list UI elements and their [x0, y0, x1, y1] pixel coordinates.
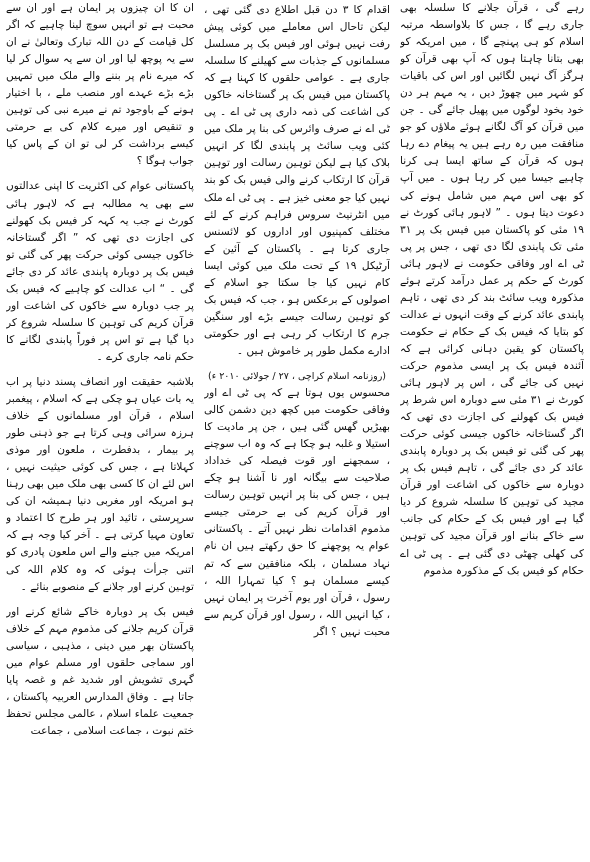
column-middle — [204, 0, 390, 862]
column-middle-paragraph-2: محسوس یوں ہوتا ہے کہ پی ٹی اے اور وفاقی حکومت میں کچھ دین دشمن کالی بھیڑیں گھس گئی ہیں ، جن پر مادیت کا استیلا و غلبہ ہو چکا ہے کہ وہ اب سوچنے ، سمجھنے اور قوت فیصلہ کی خداداد صلاحیت سے بیگانہ اور نا آشنا ہو چکے ہیں ، جس کی بنا پر انہیں توہین رسالت اور قرآن کریم کی بے حرمتی جیسے مذموم اقدامات نظر نہیں آتے ۔ پاکستانی عوام یہ پوچھنے کا حق رکھتے ہیں ان نام نہاد مسلمان ، بلکہ منافقین سے کہ تم کیسے مسلمان ہو ؟ کیا تمہارا اللہ ، رسول ، قرآن اور یوم آخرت پر ایمان نہیں ، کیا انہیں اللہ ، رسول اور قرآن کریم سے محبت نہیں ؟ اگر — [204, 387, 390, 638]
paragraph-spacer — [6, 366, 194, 374]
column-middle-paragraph-1: اقدام کا ۳ دن قبل اطلاع دی گئی تھی ، لیکن تاحال اس معاملے میں کوئی پیش رفت نہیں ہوئی اور فیس بک پر مسلسل مسلمانوں کے جذبات سے کھیلنے کا سلسلہ جاری ہے ۔ عوامی حلقوں کا کہنا ہے کہ پاکستان میں فیس بک پر گستاخانہ خاکوں کی اشاعت کی ذمہ داری پی ٹی اے ۔ پی ٹی اے نے صرف وائرس کی بنا پر ملک میں کئی ویب سائٹ پر پابندی لگا کر انہیں بلاک کیا ہے لیکن توہین رسالت اور توہین قرآن کا ارتکاب کرنے والی فیس بک کو بند نہیں کیا جو معنی خیز ہے ۔ پی ٹی اے ملک میں انٹرنیٹ سروس فراہم کرنے کے لئے مختلف کمپنیوں اور اداروں کو لائسنس جاری کرتا ہے ۔ پاکستان کے آئین کے آرٹیکل ۱۹ کے تحت ملک میں کوئی ایسا کام نہیں کیا جا سکتا جو اسلام کے اصولوں کے برعکس ہو ، جب کہ فیس بک کو توہین رسالت جیسے بڑے اور سنگین جرم کا ارتکاب کر رہی ہے اور حکومتی ادارے مکمل طور پر خاموش ہیں ۔ — [204, 4, 390, 357]
column-left-paragraph-2: پاکستانی عوام کی اکثریت کا اپنی عدالتوں سے بھی یہ مطالبہ ہے کہ لاہور ہائی کورٹ نے جب یہ کہہ کر فیس بک کھولنے کی اجازت دی تھی کہ ” اگر گستاخانہ خاکوں جیسی کوئی حرکت پھر کی گئی تو فیس بک پر دوبارہ پابندی عائد کر دی جائے گی ۔ “ اب عدالت کو چاہیے کہ فیس بک پر جب دوبارہ سے خاکوں کی اشاعت اور قرآن کریم کی توہین کا سلسلہ شروع کر دیا گیا ہے تو اس پر فوراً پابندی لگانے کا حکم نامہ جاری کرے ۔ — [6, 180, 194, 363]
column-right-paragraph-1: رہے گی ، قرآن جلانے کا سلسلہ بھی جاری رہے گا ، جس کا بلاواسطہ مرتبہ اسلام کو ہی پہنچے گا ، میں امریکہ کو بھی بتانا چاہتا ہوں کہ آپ بھی قرآن کو ہرگز آگ نہیں لگائیں اور اس کی باقیات کو شہر میں چھوڑ دیں ، یہ مہم ہر دن خود بخود لوگوں میں پھیل جائے گی ۔ جن میں قرآن کو آگ لگانے ہوئے ملاؤں کو جو منافقت میں رہ رہے ہیں یہ پیغام دے رہا ہوں کہ قرآن کے ساتھ ایسا ہی کرنا چاہیے جیسا میں کر رہا ہوں ۔ میں آپ کو بھی اس مہم میں شامل ہونے کی دعوت دیتا ہوں ۔ ” لاہور ہائی کورٹ نے ۱۹ مئی کو پاکستان میں فیس بک پر ۳۱ مئی تک پابندی لگا دی تھی ، جس پر پی ٹی اے اور وفاقی حکومت نے لاہور ہائی کورٹ کے حکم پر عمل درآمد کرتے ہوئے مذکورہ ویب سائٹ بند کر دی تھی ، تاہم پابندی عائد کرنے کے وقت انہوں نے عدالت کو بتایا کہ فیس بک کے حکام نے حکومت پاکستان کو یقین دہانی کرائی ہے کہ آئندہ فیس بک پر ایسی مذموم حرکت نہیں کی جائے گی ، اس پر لاہور ہائی کورٹ نے ۳۱ مئی سے دوبارہ اس شرط پر فیس بک کھولنے کی اجازت دی تھی کہ اگر گستاخانہ خاکوں جیسی کوئی حرکت پھر کی گئی تو فیس بک پر دوبارہ پابندی عائد کر دی جائے گی ، تاہم فیس بک پر دوبارہ سے خاکوں کی اشاعت اور قرآن مجید کی توہین کا سلسلہ شروع کر دیا گیا ہے اور فیس بک کے حکام کی جانب سے خاکے بنانے اور قرآن مجید کی توہین کی کھلی چھٹی دی گئی ہے ۔ پی ٹی اے حکام کو فیس بک کے مذکورہ مذموم — [400, 2, 584, 577]
paragraph-spacer — [204, 360, 390, 368]
paragraph-spacer — [6, 170, 194, 178]
column-left-paragraph-4: فیس بک پر دوبارہ خاکے شائع کرنے اور قرآن کریم جلانے کی مذموم مہم کے خلاف پاکستان بھر میں دینی ، مذہبی ، سیاسی اور سماجی حلقوں اور مسلم عوام میں گہری تشویش اور شدید غم و غصہ پایا جاتا ہے ۔ وفاق المدارس العربیہ پاکستان ، جمعیت علماء اسلام ، عالمی مجلس تحفظ ختم نبوت ، جماعت اسلامی ، جماعت — [6, 605, 194, 737]
source-citation: (روزنامہ اسلام کراچی ، ۲۷ / جولائی ۲۰۱۰ ء) — [207, 370, 387, 382]
column-right — [400, 0, 584, 862]
column-left-paragraph-3: بلاشبہ حقیقت اور انصاف پسند دنیا پر اب یہ بات عیاں ہو چکی ہے کہ اسلام ، پیغمبر اسلام ، قرآن اور مسلمانوں کے خلاف ہرزہ سرائی وہی کرتا ہے جو ذہنی طور پر بیمار ، بدفطرت ، ملعون اور موذی کہلاتا ہے ، جس کی کوئی حیثیت نہیں ، اس لئے ان کا کسی بھی ملک میں بھی رہنا ہو امریکہ اور مغربی دنیا ہمیشہ ان کی سرپرستی ، تائید اور ہر طرح کا اعتماد و تعاون مہیا کرتی ہے ۔ آخر کیا وجہ ہے کہ امریکہ میں جینے والے اس ملعون پادری کو اتنی جرأت ہوئی کہ وہ کلام اللہ کی توہین کرنے اور جلانے کے منصوبے بنائے ۔ — [6, 375, 194, 593]
paragraph-spacer — [6, 596, 194, 604]
column-left — [6, 0, 194, 862]
column-left-paragraph-1: ان کا ان چیزوں پر ایمان ہے اور ان سے محبت ہے تو انہیں سوچ لینا چاہیے کہ اگر کل قیامت کے دن اللہ تبارک وتعالیٰ نے ان سے یہ پوچھ لیا اور ان سے یہ سوال کر لیا کہ میرے نام پر بننے والے ملک میں تمہیں بڑے بڑے عہدے اور منصب ملے ، با اختیار ہونے کے باوجود تم نے میرے نبی کی توہین و تنقیص اور میرے کلام کی بے حرمتی کیسے برداشت کر لی تو ان کے پاس کیا جواب ہوگا ؟ — [6, 2, 194, 168]
